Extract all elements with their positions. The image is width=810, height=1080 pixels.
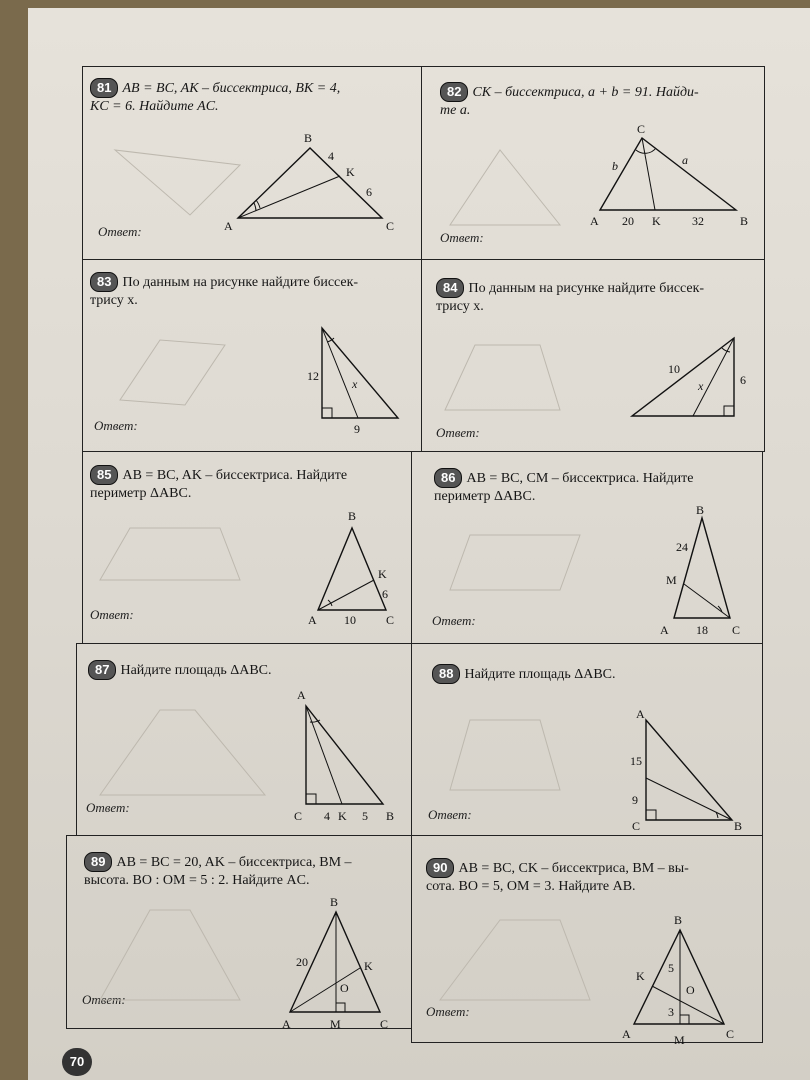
label-m: M xyxy=(674,1033,685,1047)
label-a: A xyxy=(636,707,645,721)
label-c: C xyxy=(637,122,646,136)
answer-label: Ответ: xyxy=(426,1004,470,1019)
label-32: 32 xyxy=(692,214,704,228)
problem-number-badge: 85 xyxy=(90,465,118,485)
answer-label: Ответ: xyxy=(94,418,138,433)
label-6: 6 xyxy=(382,587,388,601)
label-a: A xyxy=(297,688,306,702)
problem-number-badge: 88 xyxy=(432,664,460,684)
label-a: A xyxy=(282,1017,291,1031)
label-o: O xyxy=(340,981,349,995)
label-b: B xyxy=(304,131,313,145)
label-o: O xyxy=(686,983,695,997)
label-4: 4 xyxy=(324,809,330,823)
label-a: A xyxy=(308,613,317,627)
label-c: C xyxy=(386,613,395,627)
problem-line: периметр ΔABC. xyxy=(90,486,192,501)
answer-label: Ответ: xyxy=(86,800,130,815)
problem-line: По данным на рисунке найдите биссек- xyxy=(468,281,705,296)
problem-number-badge: 87 xyxy=(88,660,116,680)
problem-number-badge: 86 xyxy=(434,468,462,488)
problem-line: Найдите площадь ΔABC. xyxy=(120,663,272,678)
problem-number-badge: 81 xyxy=(90,78,118,98)
label-18: 18 xyxy=(696,623,708,637)
answer-label: Ответ: xyxy=(440,230,484,245)
label-side-b: b xyxy=(612,159,618,173)
problem-line: CK – биссектриса, a + b = 91. Найди- xyxy=(472,85,699,100)
problem-number-badge: 84 xyxy=(436,278,464,298)
label-5: 5 xyxy=(362,809,368,823)
label-24: 24 xyxy=(676,540,688,554)
label-10: 10 xyxy=(668,362,680,376)
label-6: 6 xyxy=(740,373,746,387)
label-a: A xyxy=(224,219,233,233)
label-4: 4 xyxy=(328,149,334,163)
problem-number-badge: 89 xyxy=(84,852,112,872)
label-b: B xyxy=(386,809,395,823)
problem-line: высота. BO : OM = 5 : 2. Найдите AC. xyxy=(84,873,310,888)
label-5: 5 xyxy=(668,961,674,975)
label-k: K xyxy=(652,214,661,228)
problem-line: те a. xyxy=(440,103,471,118)
label-20: 20 xyxy=(622,214,634,228)
problem-line: AB = BC, AK – биссектриса. Найдите xyxy=(122,468,348,483)
label-m: M xyxy=(330,1017,341,1031)
answer-label: Ответ: xyxy=(90,607,134,622)
label-b: B xyxy=(348,509,357,523)
page-number: 70 xyxy=(62,1048,92,1076)
label-b: B xyxy=(734,819,743,833)
label-a: A xyxy=(590,214,599,228)
problem-line: AB = BC, AK – биссектриса, BK = 4, xyxy=(122,81,341,96)
label-9: 9 xyxy=(354,422,360,436)
problem-line: По данным на рисунке найдите биссек- xyxy=(122,275,359,290)
answer-label: Ответ: xyxy=(432,613,476,628)
problem-number-badge: 82 xyxy=(440,82,468,102)
label-6: 6 xyxy=(366,185,372,199)
problem-line: трису x. xyxy=(436,299,484,314)
problem-line: сота. BO = 5, OM = 3. Найдите AB. xyxy=(426,879,636,894)
label-c: C xyxy=(380,1017,389,1031)
label-10: 10 xyxy=(344,613,356,627)
problem-line: KC = 6. Найдите AC. xyxy=(90,99,219,114)
triangle-abc xyxy=(634,930,724,1024)
label-side-a: a xyxy=(682,153,688,167)
label-15: 15 xyxy=(630,754,642,768)
label-12: 12 xyxy=(307,369,319,383)
label-c: C xyxy=(386,219,395,233)
label-x: x xyxy=(698,379,704,393)
problem-line: AB = BC, CK – биссектриса, BM – вы- xyxy=(458,861,689,876)
label-b: B xyxy=(740,214,749,228)
label-a: A xyxy=(660,623,669,637)
answer-label: Ответ: xyxy=(436,425,480,440)
label-c: C xyxy=(294,809,303,823)
right-angle-mark xyxy=(680,1015,689,1024)
problem-line: трису x. xyxy=(90,293,138,308)
label-k: K xyxy=(378,567,387,581)
answer-label: Ответ: xyxy=(428,807,472,822)
problem-line: AB = BC, CM – биссектриса. Найдите xyxy=(466,471,694,486)
label-9: 9 xyxy=(632,793,638,807)
problem-line: AB = BC = 20, AK – биссектриса, BM – xyxy=(116,855,352,870)
label-b: B xyxy=(674,913,683,927)
label-k: K xyxy=(346,165,355,179)
label-c: C xyxy=(632,819,641,833)
label-b: B xyxy=(330,895,339,909)
label-c: C xyxy=(726,1027,735,1041)
problem-number-badge: 83 xyxy=(90,272,118,292)
label-k: K xyxy=(338,809,347,823)
label-m: M xyxy=(666,573,677,587)
label-a: A xyxy=(622,1027,631,1041)
label-c: C xyxy=(732,623,741,637)
label-k: K xyxy=(636,969,645,983)
problem-number-badge: 90 xyxy=(426,858,454,878)
label-x: x xyxy=(352,377,358,391)
problem-line: Найдите площадь ΔABC. xyxy=(464,667,616,682)
answer-label: Ответ: xyxy=(98,224,142,239)
label-3: 3 xyxy=(668,1005,674,1019)
label-b: B xyxy=(696,503,705,517)
problem-line: периметр ΔABC. xyxy=(434,489,536,504)
label-20: 20 xyxy=(296,955,308,969)
answer-label: Ответ: xyxy=(82,992,126,1007)
label-k: K xyxy=(364,959,373,973)
